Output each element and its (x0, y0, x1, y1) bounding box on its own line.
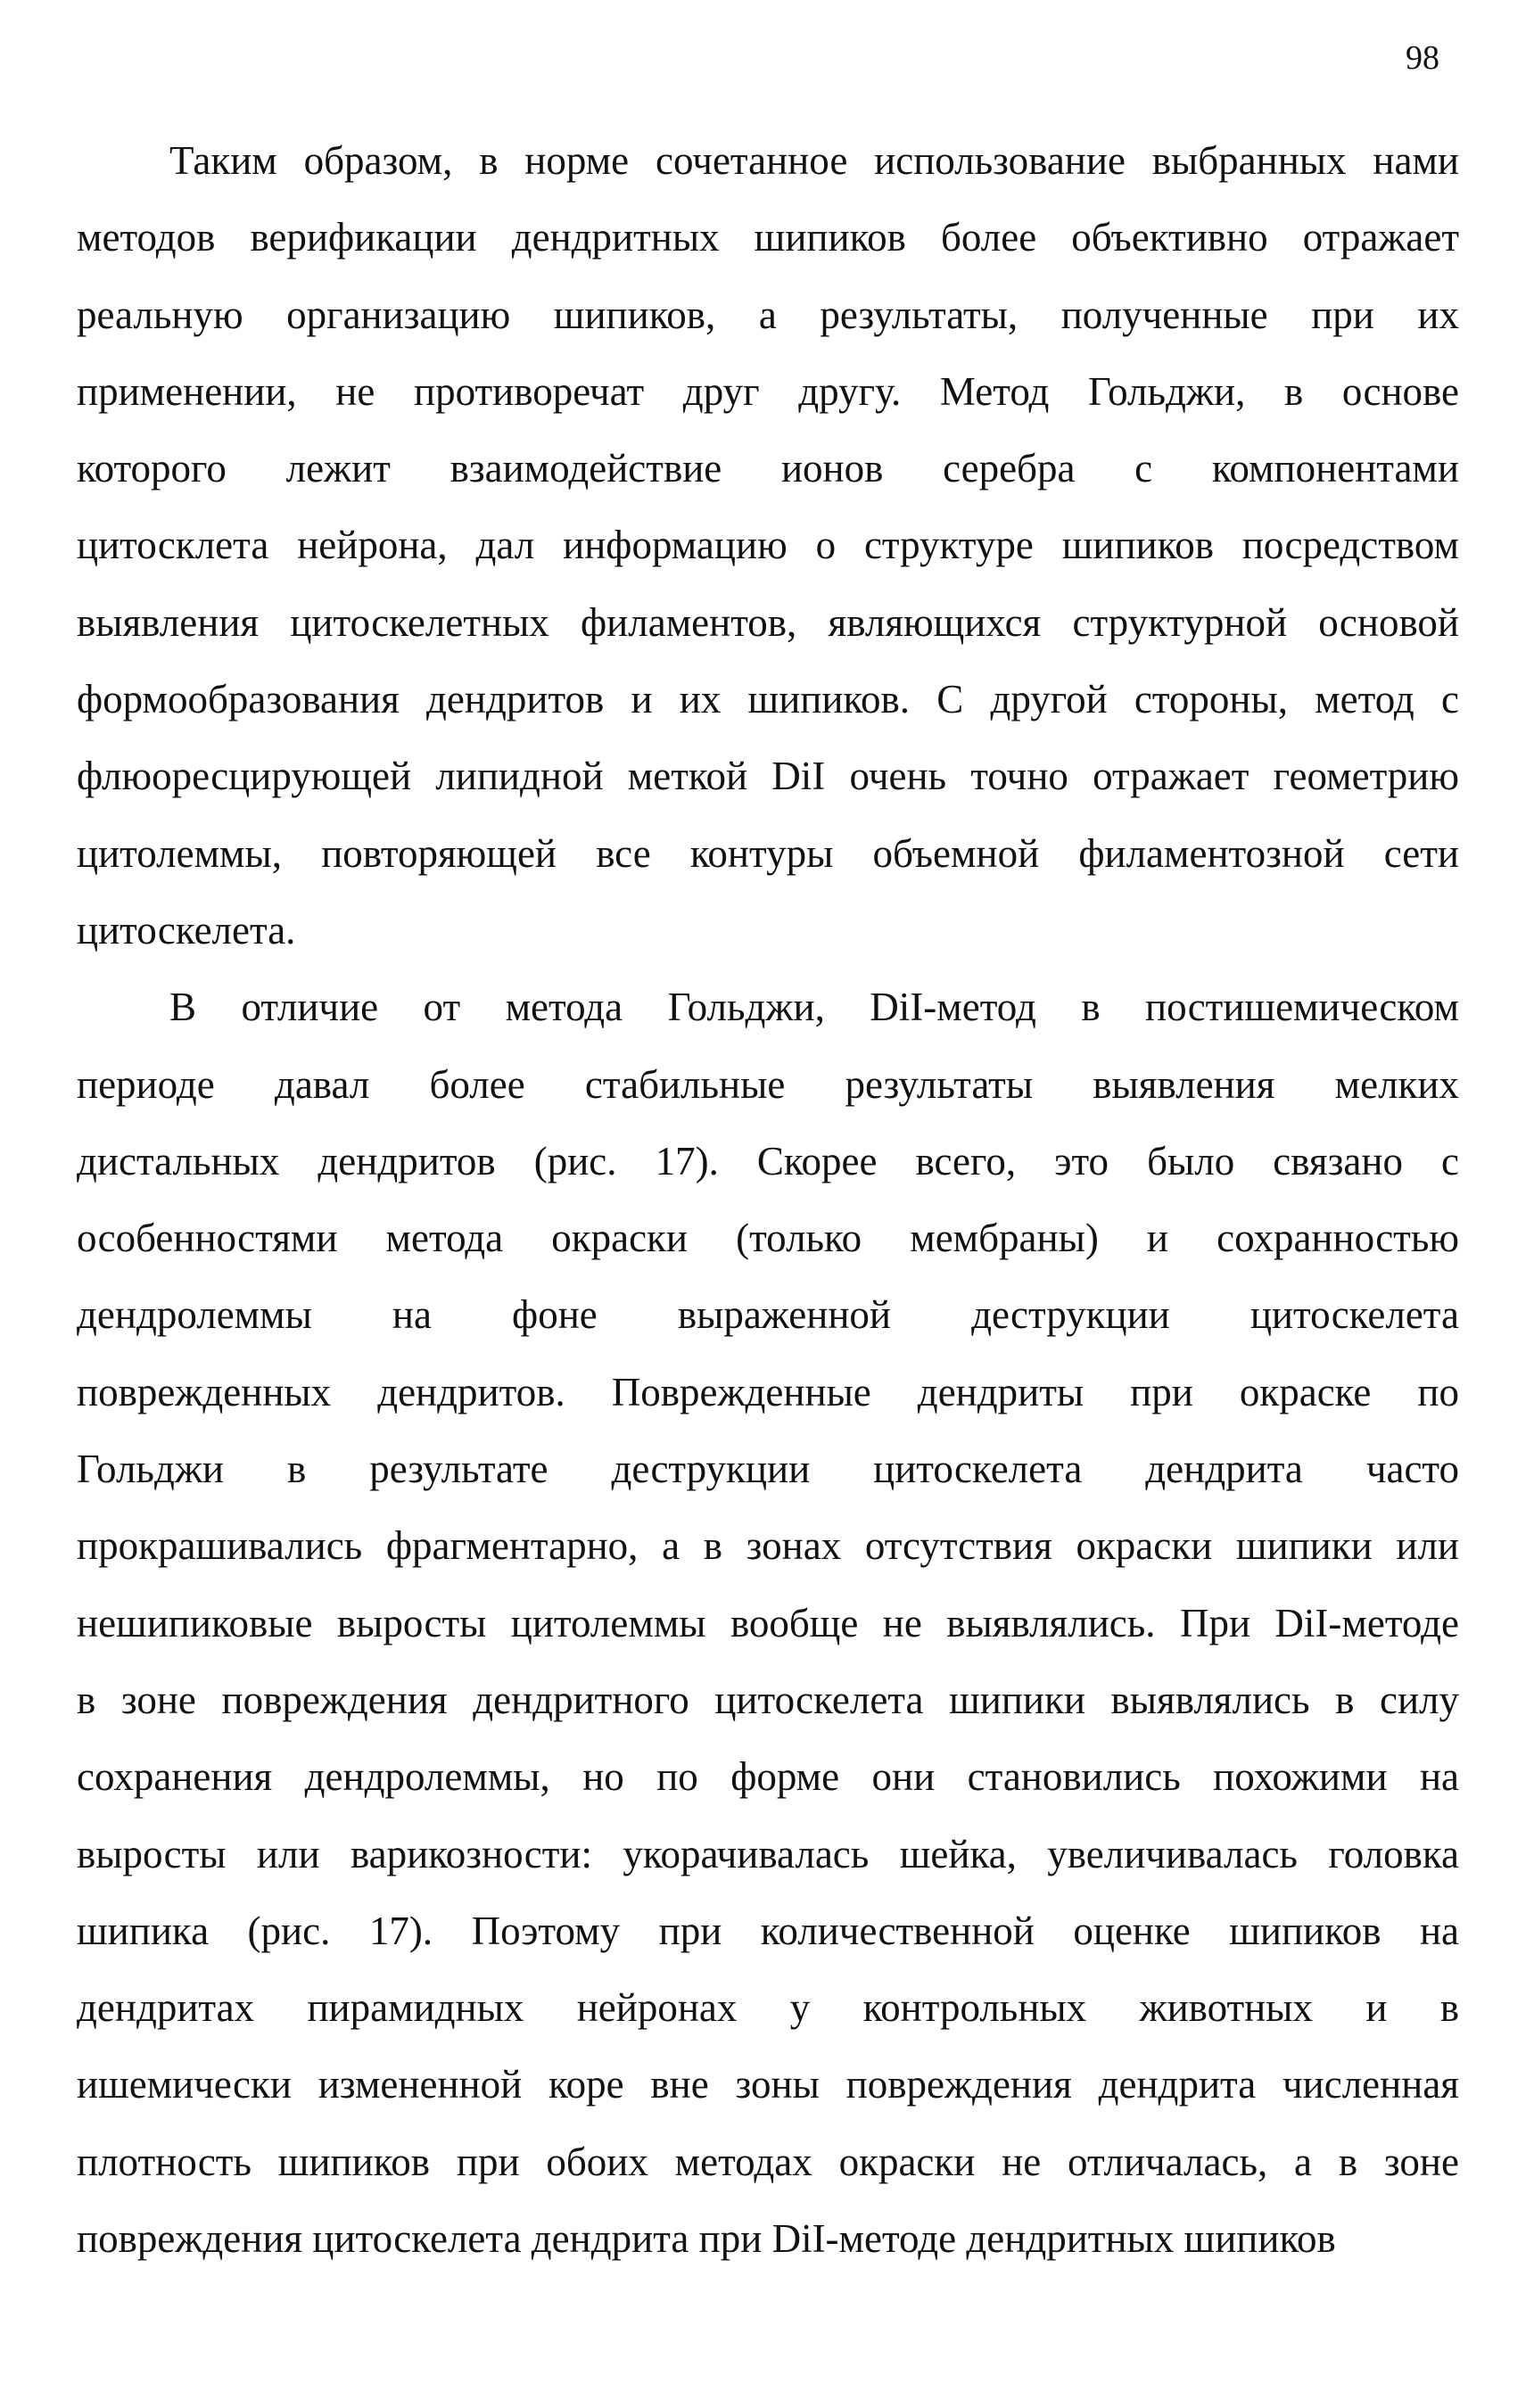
paragraph-1-line-8: формообразования дендритов и их шипиков. С другой стороны, метод с (77, 677, 1459, 722)
paragraph-2-line-9: нешипиковые выросты цитолеммы вообще не выявлялись. При DiI-методе (77, 1600, 1459, 1645)
paragraph-1-line-9: флюоресцирующей липидной меткой DiI очень точно отражает геометрию (77, 754, 1459, 799)
page-number: 98 (1406, 39, 1439, 77)
paragraph-2-line-5: дендролеммы на фоне выраженной деструкции цитоскелета (77, 1292, 1459, 1338)
paragraph-1-line-5: которого лежит взаимодействие ионов серебра с компонентами (77, 446, 1459, 491)
paragraph-1-line-4: применении, не противоречат друг другу. Метод Гольджи, в основе (77, 368, 1459, 414)
paragraph-1-line-3: реальную организацию шипиков, а результаты, полученные при их (77, 292, 1459, 337)
paragraph-2-line-11: сохранения дендролеммы, но по форме они становились похожими на (77, 1754, 1459, 1800)
paragraph-2-line-13: шипика (рис. 17). Поэтому при количественной оценке шипиков на (77, 1908, 1459, 1953)
paragraph-1-line-6: цитосклета нейрона, дал информацию о структуре шипиков посредством (77, 523, 1459, 568)
paragraph-2-line-14: дендритах пирамидных нейронах у контрольных животных и в (77, 1985, 1459, 2031)
paragraph-2-line-15: ишемически измененной коре вне зоны повреждения дендрита численная (77, 2062, 1459, 2107)
paragraph-2-line-2: периоде давал более стабильные результаты выявления мелких (77, 1061, 1459, 1107)
paragraph-1-line-2: методов верификации дендритных шипиков более объективно отражает (77, 215, 1459, 260)
paragraph-2-line-16: плотность шипиков при обоих методах окраски не отличалась, а в зоне (77, 2139, 1459, 2184)
paragraph-2-line-3: дистальных дендритов (рис. 17). Скорее всего, это было связано с (77, 1138, 1459, 1183)
paragraph-2-line-6: поврежденных дендритов. Поврежденные дендриты при окраске по (77, 1369, 1459, 1414)
paragraph-2-line-7: Гольджи в результате деструкции цитоскелета дендрита часто (77, 1447, 1459, 1492)
paragraph-2-line-10: в зоне повреждения дендритного цитоскелета шипики выявлялись в силу (77, 1677, 1459, 1722)
paragraph-1-line-10: цитолеммы, повторяющей все контуры объемной филаментозной сети (77, 830, 1459, 876)
paragraph-1-line-11: цитоскелета. (77, 907, 296, 952)
body-text (77, 122, 1459, 2277)
paragraph-2-line-8: прокрашивались фрагментарно, а в зонах отсутствия окраски шипики или (77, 1523, 1459, 1569)
paragraph-2-line-17: повреждения цитоскелета дендрита при DiI-методе дендритных шипиков (77, 2216, 1336, 2262)
paragraph-2-line-4: особенностями метода окраски (только мембраны) и сохранностью (77, 1216, 1459, 1261)
paragraph-1-line-1: Таким образом, в норме сочетанное использование выбранных нами (169, 138, 1459, 183)
paragraph-2-line-12: выросты или варикозности: укорачивалась шейка, увеличивалась головка (77, 1831, 1459, 1876)
paragraph-2-line-1: В отличие от метода Гольджи, DiI-метод в постишемическом (169, 985, 1459, 1030)
paragraph-1-line-7: выявления цитоскелетных филаментов, являющихся структурной основой (77, 599, 1459, 645)
